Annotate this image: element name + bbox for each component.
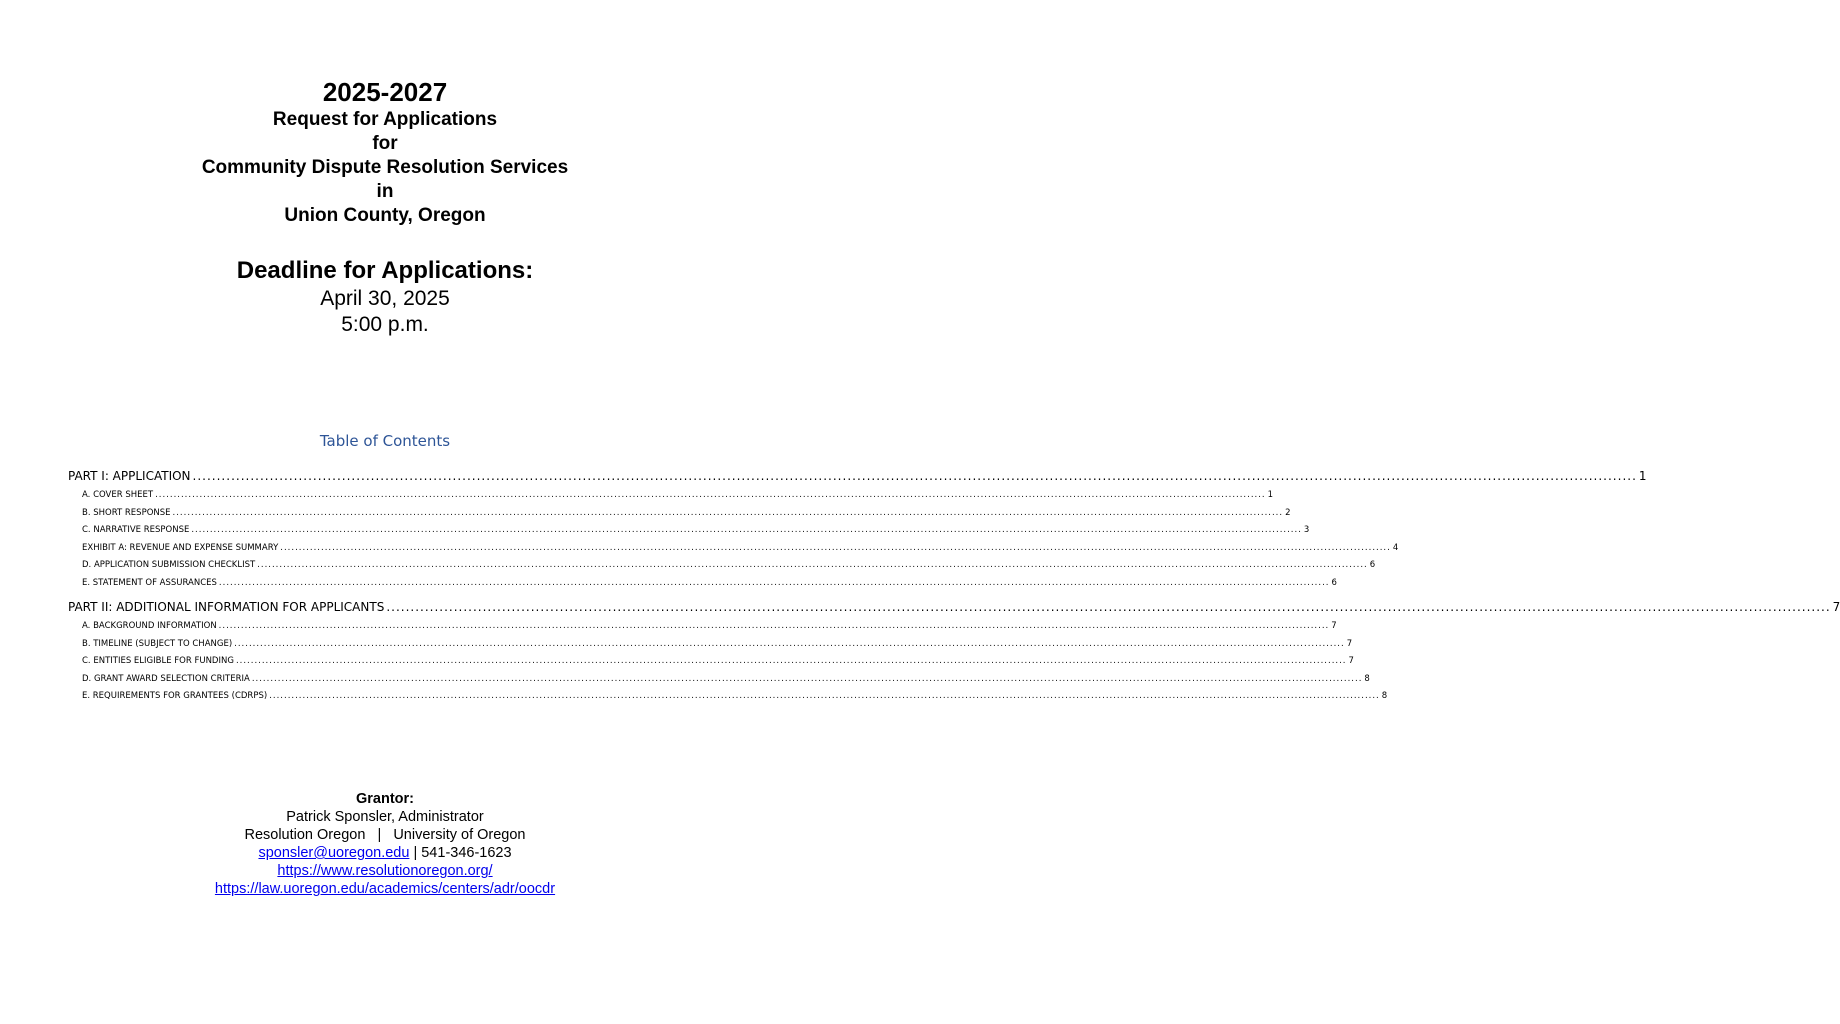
toc-entry-short-response[interactable] [68,505,1291,523]
toc-leader: ............................................................................................................................................................................................................................................................................................................ [269,691,1380,701]
toc-leader: ............................................................................................................................................................................................................................................................................................................ [280,542,1391,553]
toc-leader: ............................................................................................................................................................................................................................................................................................................ [191,525,1302,535]
toc-entry-cover-sheet[interactable] [68,487,1274,505]
toc-entry-page: 3 [1303,525,1310,535]
resolution-oregon-link[interactable]: https://www.resolutionoregon.org/ [277,863,493,879]
toc-entry-page: 2 [1285,507,1291,518]
deadline-time: 5:00 p.m. [341,313,429,336]
grantor-orgs: Resolution Oregon | University of Oregon [244,827,526,843]
toc-entry-background-information[interactable] [68,618,1337,636]
title-line-4: in [376,181,394,202]
title-line-1: Request for Applications [272,109,498,130]
toc-leader: ............................................................................................................................................................................................................................................................................................................ [386,600,1831,614]
toc-entry-label: B. TIMELINE (SUBJECT TO CHANGE) [82,638,233,649]
toc-leader: ............................................................................................................................................................................................................................................................................................................ [257,560,1368,570]
deadline-heading: Deadline for Applications: [236,257,534,284]
toc-entry-label: D. GRANT AWARD SELECTION CRITERIA [82,673,250,684]
toc-entry-timeline[interactable] [68,636,1353,654]
toc-entry-label: E. REQUIREMENTS FOR GRANTEES (CDRPS) [82,691,268,701]
toc-entry-part-1[interactable] [68,468,1647,485]
toc-leader: ............................................................................................................................................................................................................................................................................................................ [218,577,1330,588]
grantor-email-link[interactable]: sponsler@uoregon.edu [258,845,410,861]
toc-entry-page: 6 [1331,577,1337,588]
toc-part-2 [68,599,1840,706]
toc-title: Table of Contents [319,432,451,450]
toc-leader: ............................................................................................................................................................................................................................................................................................................ [155,490,1266,500]
title-years: 2025-2027 [322,77,448,107]
toc-entry-label: PART II: ADDITIONAL INFORMATION FOR APPLICANTS [68,600,385,614]
toc-entry-submission-checklist[interactable] [68,557,1376,575]
toc-leader: ............................................................................................................................................................................................................................................................................................................ [192,469,1637,483]
toc-entry-label: C. ENTITIES ELIGIBLE FOR FUNDING [82,656,234,666]
toc-entry-page: 4 [1392,542,1399,553]
toc-entry-label: D. APPLICATION SUBMISSION CHECKLIST [82,560,256,570]
toc-entry-part-2[interactable] [68,599,1840,616]
oocdr-link[interactable]: https://law.uoregon.edu/academics/centers/adr/oocdr [214,881,556,897]
grantor-section [0,790,770,898]
toc-entry-page: 7 [1346,638,1353,649]
toc-entry-page: 1 [1267,490,1274,500]
toc-entry-page: 8 [1381,691,1388,701]
toc-entry-page: 8 [1364,673,1370,684]
toc-part-1 [68,468,1647,592]
toc-entry-label: PART I: APPLICATION [68,469,191,483]
deadline-section [0,256,770,338]
toc-entry-selection-criteria[interactable] [68,671,1370,689]
deadline-date: April 30, 2025 [320,287,450,310]
title-line-3: Community Dispute Resolution Services [201,157,569,178]
title-line-5: Union County, Oregon [284,205,486,226]
toc-entry-statement-of-assurances[interactable] [68,575,1337,593]
toc-entry-label: E. STATEMENT OF ASSURANCES [82,577,217,588]
toc-leader: ............................................................................................................................................................................................................................................................................................................ [235,656,1347,666]
toc-entry-label: A. BACKGROUND INFORMATION [82,621,217,631]
grantor-contact [0,844,770,862]
toc-entry-entities-eligible[interactable] [68,653,1354,671]
toc-entry-exhibit-a[interactable] [68,540,1399,558]
document-title [0,76,770,228]
toc-entry-requirements-for-grantees[interactable] [68,688,1388,706]
grantor-heading: Grantor: [356,791,414,807]
toc-entry-page: 1 [1638,469,1647,483]
grantor-phone: | 541-346-1623 [409,845,512,861]
toc-entry-label: C. NARRATIVE RESPONSE [82,525,190,535]
grantor-name: Patrick Sponsler, Administrator [286,809,484,825]
toc-entry-page: 6 [1369,560,1376,570]
toc-leader: ............................................................................................................................................................................................................................................................................................................ [218,621,1330,631]
toc-entry-label: EXHIBIT A: REVENUE AND EXPENSE SUMMARY [82,542,279,553]
toc-entry-label: B. SHORT RESPONSE [82,507,171,518]
toc-entry-page: 7 [1331,621,1337,631]
toc-entry-page: 7 [1348,656,1354,666]
toc-entry-label: A. COVER SHEET [82,490,154,500]
title-line-2: for [372,133,398,154]
toc-leader: ............................................................................................................................................................................................................................................................................................................ [234,638,1345,649]
toc-leader: ............................................................................................................................................................................................................................................................................................................ [172,507,1284,518]
toc-leader: ............................................................................................................................................................................................................................................................................................................ [251,673,1363,684]
toc-entry-narrative-response[interactable] [68,522,1310,540]
toc-entry-page: 7 [1832,600,1840,614]
